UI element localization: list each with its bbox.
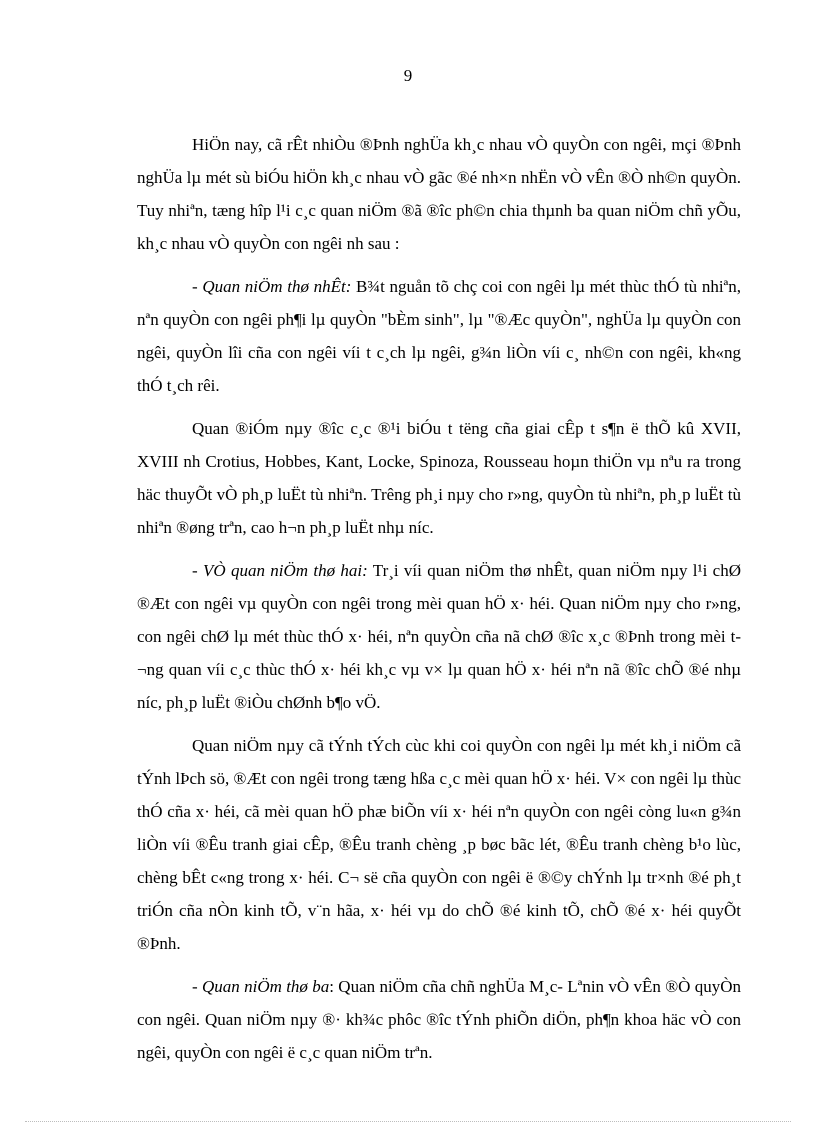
paragraph-5: [137, 729, 741, 960]
paragraph-6: [137, 970, 741, 1069]
paragraph-text: HiÖn nay, cã rÊt nhiÒu ®Þnh nghÜa kh¸c nhau vÒ quyÒn con ngêi, mçi ®Þnh nghÜa lµ mét sù biÓu hiÖn kh¸c nhau vÒ gãc ®é nh×n nhËn vÒ vÊn ®Ò nh©n quyÒn. Tuy nhiªn, tæng hîp l¹i c¸c quan niÖm ®ã ®îc ph©n chia thµnh ba quan niÖm chñ yÕu, kh¸c nhau vÒ quyÒn con ngêi nh sau :: [137, 135, 741, 253]
paragraph-1: [137, 128, 741, 260]
page-bottom-divider: [25, 1121, 791, 1122]
paragraph-text: Quan niÖm nµy cã tÝnh tÝch cùc khi coi quyÒn con ngêi lµ mét kh¸i niÖm cã tÝnh lÞch sö, ®Æt con ngêi trong tæng hßa c¸c mèi quan hÖ x· héi. V× con ngêi lµ thùc thÓ cña x· héi, cã mèi quan hÖ phæ biÕn víi x· héi nªn quyÒn con ngêi còng lu«n g¾n liÒn víi ®Êu tranh giai cÊp, ®Êu tranh chèng ¸p bøc bãc lét, ®Êu tranh chèng b¹o lùc, chèng bÊt c«ng trong x· héi. C¬ së cña quyÒn con ngêi ë ®©y chÝnh lµ tr×nh ®é ph¸t triÓn cña nÒn kinh tÕ, v¨n hãa, x· héi vµ do chÕ ®é kinh tÕ, chÕ ®é x· héi quyÕt ®Þnh.: [137, 736, 741, 953]
paragraph-3: [137, 412, 741, 544]
page-number: 9: [403, 66, 413, 85]
document-body: [137, 128, 741, 1079]
paragraph-lead: - Quan niÖm thø nhÊt:: [192, 277, 352, 296]
paragraph-text: Quan ®iÓm nµy ®îc c¸c ®¹i biÓu t tëng cña giai cÊp t s¶n ë thÕ kû XVII, XVIII nh Crotius, Hobbes, Kant, Locke, Spinoza, Rousseau hoµn thiÖn vµ nªu ra trong häc thuyÕt vÒ ph¸p luËt tù nhiªn. Trêng ph¸i nµy cho r»ng, quyÒn tù nhiªn, ph¸p luËt tù nhiªn ®øng trªn, cao h¬n ph¸p luËt nhµ níc.: [137, 419, 741, 537]
paragraph-text: Tr¸i víi quan niÖm thø nhÊt, quan niÖm nµy l¹i chØ ®Æt con ngêi vµ quyÒn con ngêi trong mèi quan hÖ x· héi. Quan niÖm nµy cho r»ng, con ngêi chØ lµ mét thùc thÓ x· héi, nªn quyÒn cña nã chØ ®îc x¸c ®Þnh trong mèi t¬ng quan víi c¸c thùc thÓ x· héi kh¸c vµ v× lµ quan hÖ x· héi nªn nã ®îc chÕ ®é nhµ níc, ph¸p luËt ®iÒu chØnh b¶o vÖ.: [137, 561, 741, 712]
paragraph-lead: - VÒ quan niÖm thø hai:: [192, 561, 368, 580]
paragraph-text: B¾t nguån tõ chç coi con ngêi lµ mét thùc thÓ tù nhiªn, nªn quyÒn con ngêi ph¶i lµ quyÒn "bÈm sinh", lµ "®Æc quyÒn", nghÜa lµ quyÒn con ngêi, quyÒn lîi cña con ngêi víi t c¸ch lµ ngêi, g¾n liÒn víi c¸ nh©n con ngêi, kh«ng thÓ t¸ch rêi.: [137, 277, 741, 395]
paragraph-4: [137, 554, 741, 719]
paragraph-lead: - Quan niÖm thø ba: [192, 977, 330, 996]
paragraph-2: [137, 270, 741, 402]
paragraph-text: : Quan niÖm cña chñ nghÜa M¸c- Lªnin vÒ vÊn ®Ò quyÒn con ngêi. Quan niÖm nµy ®· kh¾c phôc ®îc tÝnh phiÕn diÖn, ph¶n khoa häc vÒ con ngêi, quyÒn con ngêi ë c¸c quan niÖm trªn.: [137, 977, 741, 1062]
